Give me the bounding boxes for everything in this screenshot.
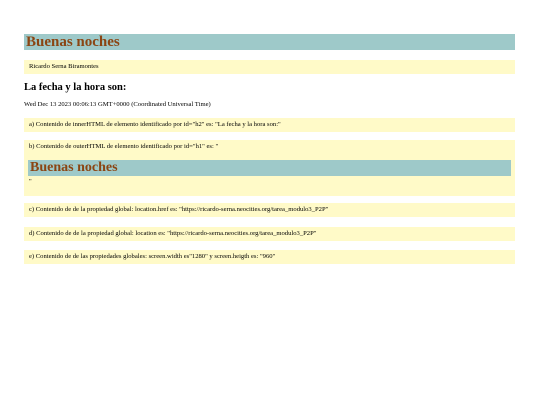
result-text-b: b) Contenido de outerHTML de elemento identificado por id="h1" es: " (29, 143, 219, 150)
section-heading: La fecha y la hora son: (24, 82, 127, 93)
outer-html-heading: Buenas noches (28, 160, 511, 176)
result-text-e: e) Contenido de de las propiedades globales: screen.width es"1280" y screen.heigth es: "960" (29, 253, 276, 260)
result-box-a (24, 118, 515, 132)
result-box-b (24, 140, 515, 196)
result-text-b-tail: " (29, 178, 32, 185)
result-text-c: c) Contenido de de la propiedad global: location.href es: "https://ricardo-serna.neocities.org/tarea_modulo3_P2P" (29, 206, 329, 213)
result-text-d: d) Contenido de de la propiedad global: location es: "https://ricardo-serna.neocities.org/tarea_modulo3_P2P" (29, 230, 317, 237)
author-name: Ricardo Serna Biramontes (29, 63, 99, 70)
result-box-e (24, 250, 515, 264)
page-title: Buenas noches (24, 34, 515, 50)
result-text-a: a) Contenido de innerHTML de elemento identificado por id="h2" es: "La fecha y la hora son:" (29, 121, 281, 128)
datetime-text: Wed Dec 13 2023 00:06:13 GMT+0000 (Coordinated Universal Time) (24, 101, 211, 108)
result-box-d (24, 227, 515, 241)
author-box (24, 60, 515, 74)
result-box-c (24, 203, 515, 217)
